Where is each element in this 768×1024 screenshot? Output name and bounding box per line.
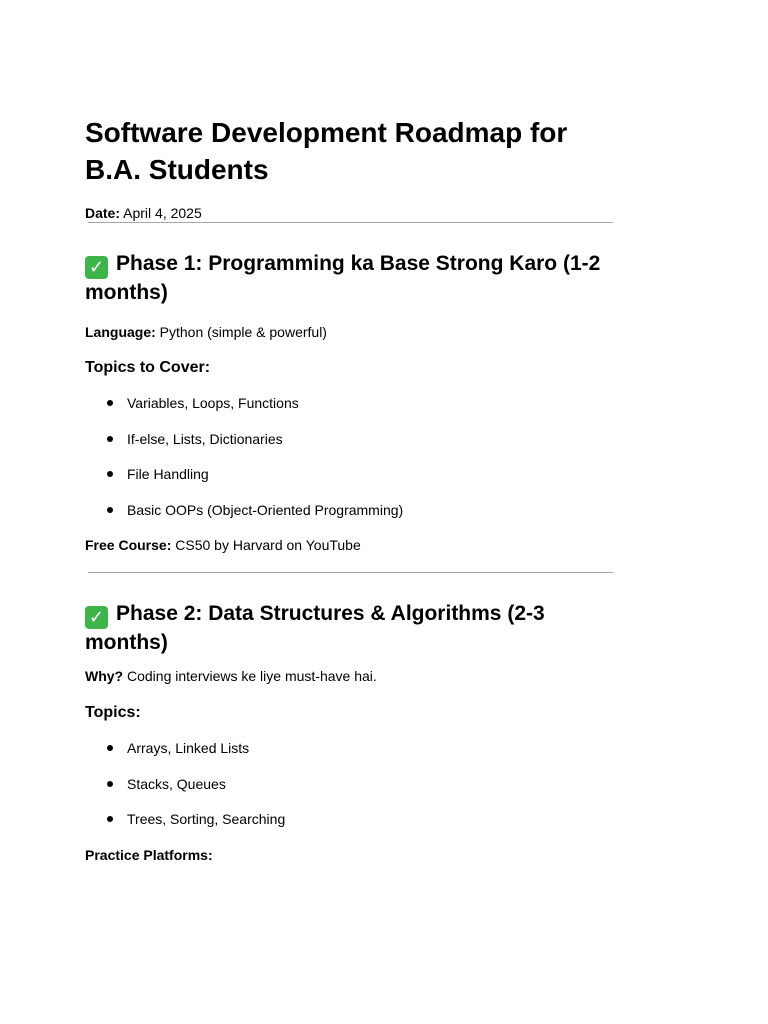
phase2-heading-text: Phase 2: Data Structures & Algorithms (2-3 months)	[85, 602, 545, 654]
language-line	[85, 323, 625, 341]
why-value: Coding interviews ke liye must-have hai.	[127, 668, 377, 684]
why-line	[85, 667, 625, 685]
section-divider	[88, 222, 613, 223]
language-label: Language:	[85, 324, 156, 340]
section-divider	[88, 572, 613, 573]
check-mark-icon: ✓	[85, 256, 108, 279]
check-mark-icon: ✓	[85, 606, 108, 629]
free-course-value: CS50 by Harvard on YouTube	[175, 537, 361, 553]
phase2-topics-list	[85, 739, 625, 828]
list-item: File Handling	[85, 465, 625, 483]
free-course-label: Free Course:	[85, 537, 172, 553]
date-value: April 4, 2025	[123, 205, 202, 221]
practice-platforms-line	[85, 846, 625, 864]
phase1-topics-list	[85, 394, 625, 519]
list-item: Variables, Loops, Functions	[85, 394, 625, 412]
list-item: If-else, Lists, Dictionaries	[85, 430, 625, 448]
list-item: Stacks, Queues	[85, 775, 625, 793]
phase2-heading	[85, 600, 625, 657]
phase1-heading	[85, 250, 625, 307]
page-title: Software Development Roadmap for B.A. Students	[85, 117, 568, 185]
practice-platforms-label: Practice Platforms:	[85, 846, 213, 863]
date-label: Date:	[85, 205, 121, 221]
list-item: Arrays, Linked Lists	[85, 739, 625, 757]
document-content	[85, 114, 625, 864]
topics-heading: Topics:	[85, 704, 141, 721]
phase1-heading-text: Phase 1: Programming ka Base Strong Karo (1-2 months)	[85, 252, 601, 304]
list-item: Trees, Sorting, Searching	[85, 810, 625, 828]
why-label: Why?	[85, 668, 124, 684]
free-course-line	[85, 536, 625, 554]
date-line	[85, 204, 625, 222]
language-value: Python (simple & powerful)	[159, 324, 327, 340]
topics-to-cover-heading: Topics to Cover:	[85, 359, 211, 376]
list-item: Basic OOPs (Object-Oriented Programming)	[85, 501, 625, 519]
